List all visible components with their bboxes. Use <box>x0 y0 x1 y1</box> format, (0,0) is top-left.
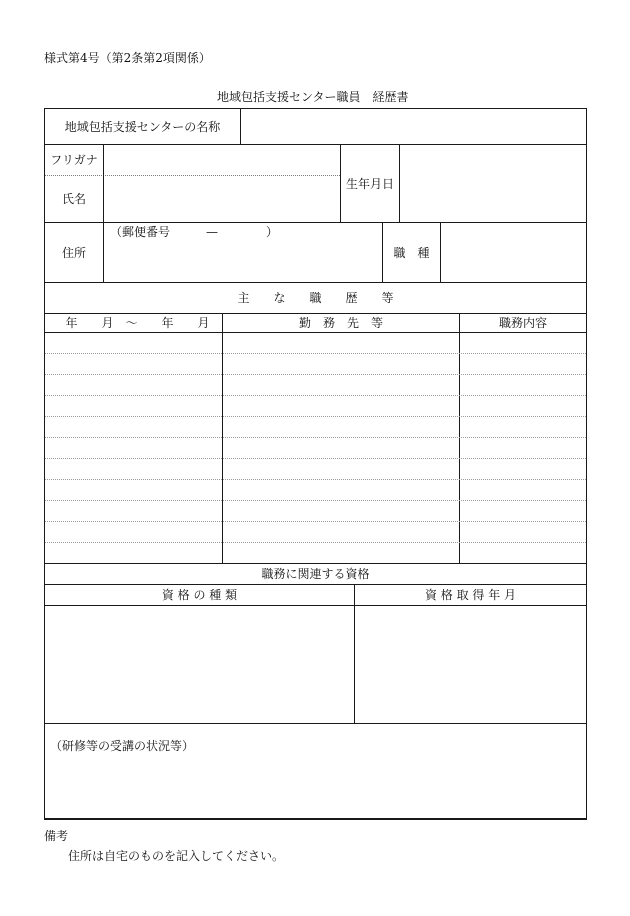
occupation-label: 職 種 <box>393 245 430 260</box>
career-row <box>45 375 586 396</box>
qualifications-heading: 職務に関連する資格 <box>261 567 370 581</box>
training-label: （研修等の受講の状況等） <box>50 739 195 753</box>
career-workplace-cell <box>223 375 459 395</box>
center-name-field <box>241 109 586 144</box>
qualification-date-header: 資 格 取 得 年 月 <box>424 588 517 602</box>
qualification-type-header: 資 格 の 種 類 <box>161 588 238 602</box>
address-label: 住所 <box>61 245 86 260</box>
career-workplace-cell <box>223 354 459 374</box>
career-period-cell <box>45 543 222 563</box>
furigana-field <box>104 145 340 175</box>
career-duties-cell <box>460 375 586 395</box>
document-title: 地域包括支援センター職員 経歴書 <box>217 90 409 104</box>
career-row <box>45 522 586 543</box>
career-workplace-cell <box>223 543 459 563</box>
career-duties-cell <box>460 522 586 542</box>
career-duties-cell <box>460 354 586 374</box>
career-period-cell <box>45 459 222 479</box>
name-field <box>104 176 340 222</box>
career-row <box>45 480 586 501</box>
career-workplace-cell <box>223 501 459 521</box>
career-period-cell <box>45 417 222 437</box>
career-workplace-cell <box>223 396 459 416</box>
qualification-type-cell <box>45 606 354 723</box>
career-period-cell <box>45 522 222 542</box>
career-duties-cell <box>460 396 586 416</box>
name-label: 氏名 <box>61 192 86 206</box>
career-row <box>45 333 586 354</box>
career-row <box>45 501 586 522</box>
career-workplace-cell <box>223 333 459 353</box>
career-duties-cell <box>460 480 586 500</box>
address-field <box>104 241 382 282</box>
form-number: 様式第4号（第2条第2項関係） <box>44 51 211 65</box>
notes-heading: 備考 <box>44 829 69 843</box>
postal-code-label: （郵便番号 — ） <box>110 225 279 239</box>
career-duties-cell <box>460 501 586 521</box>
career-row <box>45 354 586 375</box>
career-row <box>45 417 586 438</box>
qualification-date-cell <box>355 606 586 723</box>
career-period-cell <box>45 480 222 500</box>
career-workplace-cell <box>223 417 459 437</box>
career-workplace-cell <box>223 459 459 479</box>
career-workplace-cell <box>223 480 459 500</box>
career-workplace-cell <box>223 522 459 542</box>
career-row <box>45 543 586 564</box>
career-workplace-cell <box>223 438 459 458</box>
career-duties-cell <box>460 459 586 479</box>
birthdate-label: 生年月日 <box>345 176 394 191</box>
career-period-cell <box>45 354 222 374</box>
career-period-cell <box>45 396 222 416</box>
career-period-cell <box>45 501 222 521</box>
center-name-label: 地域包括支援センターの名称 <box>64 119 221 134</box>
career-heading: 主 な 職 歴 等 <box>237 291 400 305</box>
career-table-body <box>45 333 586 563</box>
birthdate-field <box>400 145 586 222</box>
career-period-cell <box>45 375 222 395</box>
career-row <box>45 459 586 480</box>
occupation-field <box>441 223 586 282</box>
career-duties-header: 職務内容 <box>498 316 547 330</box>
career-period-cell <box>45 333 222 353</box>
career-row <box>45 438 586 459</box>
career-duties-cell <box>460 543 586 563</box>
career-period-cell <box>45 438 222 458</box>
career-duties-cell <box>460 438 586 458</box>
career-workplace-header: 勤 務 先 等 <box>298 316 383 330</box>
career-duties-cell <box>460 417 586 437</box>
notes-item: 住所は自宅のものを記入してください。 <box>68 849 285 863</box>
career-row <box>45 396 586 417</box>
career-period-header: 年 月 ～ 年 月 <box>65 316 210 330</box>
furigana-label: フリガナ <box>50 153 98 167</box>
career-duties-cell <box>460 333 586 353</box>
